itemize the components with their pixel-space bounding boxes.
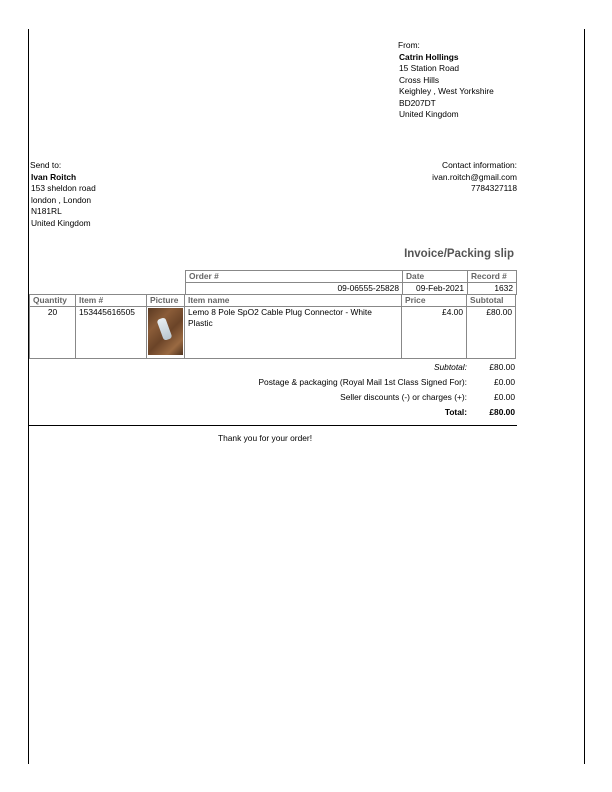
- order-info-table: [185, 270, 517, 295]
- item-name: Lemo 8 Pole SpO2 Cable Plug Connector - White Plastic: [185, 307, 402, 359]
- subtotal-header: Subtotal: [467, 295, 516, 307]
- items-table: [29, 294, 516, 359]
- order-number: 09-06555-25828: [186, 283, 403, 295]
- discounts-value: £0.00: [494, 392, 515, 402]
- contact-label: Contact information:: [442, 160, 517, 170]
- left-page-border: [28, 29, 29, 764]
- order-date: 09-Feb-2021: [403, 283, 468, 295]
- total-row: [150, 405, 515, 420]
- thank-you-message: Thank you for your order!: [218, 433, 313, 443]
- subtotal-row: [150, 360, 515, 375]
- quantity-header: Quantity: [30, 295, 76, 307]
- table-row: [30, 307, 516, 359]
- recipient-address: [30, 160, 96, 229]
- postage-row: [150, 375, 515, 390]
- item-price: £4.00: [402, 307, 467, 359]
- date-header: Date: [403, 271, 468, 283]
- postage-value: £0.00: [494, 377, 515, 387]
- sender-address-line: United Kingdom: [399, 109, 459, 119]
- right-page-border: [584, 29, 585, 764]
- subtotal-value: £80.00: [489, 362, 515, 372]
- sender-address: [398, 40, 494, 121]
- item-name-header: Item name: [185, 295, 402, 307]
- item-quantity: 20: [30, 307, 76, 359]
- postage-label: Postage & packaging (Royal Mail 1st Class Signed For):: [258, 377, 467, 387]
- sender-address-line: 15 Station Road: [399, 63, 460, 73]
- total-value: £80.00: [489, 407, 515, 417]
- sender-name: Catrin Hollings: [399, 51, 459, 62]
- sender-address-line: Keighley , West Yorkshire: [399, 86, 494, 96]
- recipient-address-line: 153 sheldon road: [31, 183, 96, 193]
- recipient-address-line: N181RL: [31, 206, 62, 216]
- contact-information: [380, 160, 517, 195]
- recipient-name: Ivan Roitch: [31, 171, 77, 182]
- document-title: Invoice/Packing slip: [404, 248, 514, 260]
- item-picture-cell: [147, 307, 185, 359]
- discounts-row: [150, 390, 515, 405]
- from-label: From:: [398, 40, 420, 50]
- contact-email: ivan.roitch@gmail.com: [432, 171, 517, 182]
- send-to-label: Send to:: [30, 160, 62, 170]
- contact-phone: 7784327118: [471, 183, 517, 193]
- subtotal-label: Subtotal:: [433, 362, 467, 372]
- total-label: Total:: [444, 407, 467, 417]
- divider: [29, 425, 517, 426]
- recipient-address-line: london , London: [31, 194, 92, 205]
- item-number-header: Item #: [76, 295, 147, 307]
- record-number: 1632: [468, 283, 517, 295]
- item-number: 153445616505: [76, 307, 147, 359]
- discounts-label: Seller discounts (-) or charges (+):: [340, 392, 467, 402]
- item-photo: [148, 308, 183, 355]
- sender-address-line: Cross Hills: [399, 74, 440, 85]
- item-subtotal: £80.00: [467, 307, 516, 359]
- picture-header: Picture: [147, 295, 185, 307]
- recipient-address-line: United Kingdom: [31, 217, 91, 228]
- totals-section: [150, 360, 515, 420]
- order-number-header: Order #: [186, 271, 403, 283]
- sender-address-line: BD207DT: [399, 97, 436, 108]
- record-number-header: Record #: [468, 271, 517, 283]
- price-header: Price: [402, 295, 467, 307]
